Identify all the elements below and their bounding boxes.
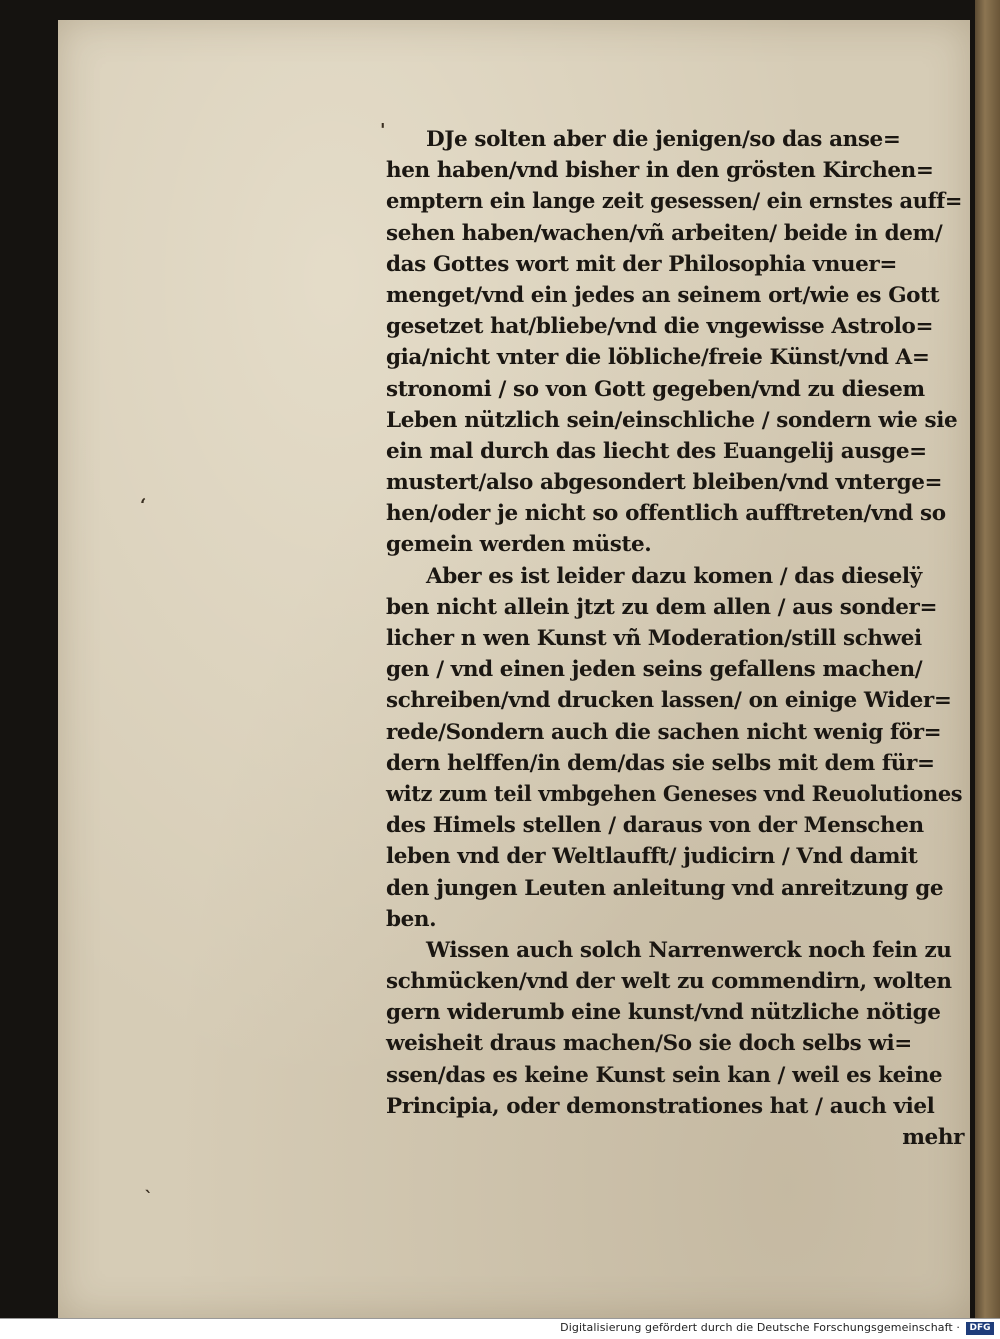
text-line: schmücken/vnd der welt zu commendirn, wolten (386, 969, 952, 995)
text-line: witz zum teil vmbgehen Geneses vnd Reuolutiones (386, 781, 963, 807)
footer-bar (0, 1318, 1000, 1339)
text-line: gia/nicht vnter die löbliche/freie Künst/vnd A= (386, 345, 930, 371)
text-line: Leben nützlich sein/einschliche / sondern wie sie (386, 407, 958, 433)
dfg-logo: DFG (966, 1322, 994, 1335)
ink-mark: ʻ (140, 495, 147, 516)
text-line: ssen/das es keine Kunst sein kan / weil es keine (386, 1062, 943, 1088)
text-line: das Gottes wort mit der Philosophia vnuer= (386, 251, 897, 277)
text-line: dern helffen/in dem/das sie selbs mit dem für= (386, 750, 935, 776)
text-line: Wissen auch solch Narrenwerck noch fein zu (426, 937, 952, 963)
text-line: gesetzet hat/bliebe/vnd die vngewisse Astrolo= (386, 314, 934, 340)
text-line: rede/Sondern auch die sachen nicht wenig för= (386, 719, 942, 745)
text-line: gen / vnd einen jeden seins gefallens machen/ (386, 657, 923, 683)
text-line: menget/vnd ein jedes an seinem ort/wie es Gott (386, 282, 940, 308)
funding-credit: Digitalisierung gefördert durch die Deutsche Forschungsgemeinschaft · (560, 1321, 960, 1334)
text-line: ben. (386, 906, 437, 932)
text-line: stronomi / so von Gott gegeben/vnd zu diesem (386, 376, 925, 402)
page-text (386, 124, 966, 1153)
text-line: gemein werden müste. (386, 532, 652, 558)
text-line: Principia, oder demonstrationes hat / auch viel (386, 1093, 935, 1119)
text-line: leben vnd der Weltlaufft/ judicirn / Vnd damit (386, 844, 918, 870)
text-line: weisheit draus machen/So sie doch selbs wi= (386, 1031, 912, 1057)
text-line: ben nicht allein jtzt zu dem allen / aus sonder= (386, 594, 938, 620)
text-line: emptern ein lange zeit gesessen/ ein ernstes auff= (386, 189, 963, 215)
text-line: schreiben/vnd drucken lassen/ on einige Wider= (386, 688, 952, 714)
text-line: ein mal durch das liecht des Euangelij ausge= (386, 438, 927, 464)
text-line: den jungen Leuten anleitung vnd anreitzung ge (386, 875, 944, 901)
text-line: sehen haben/wachen/vñ arbeiten/ beide in dem/ (386, 220, 943, 246)
text-line: licher n wen Kunst vñ Moderation/still schwei (386, 626, 922, 651)
text-line: des Himels stellen / daraus von der Menschen (386, 813, 924, 839)
text-line: hen/oder je nicht so offentlich aufftreten/vnd so (386, 501, 946, 527)
text-line: hen haben/vnd bisher in den grösten Kirchen= (386, 158, 934, 184)
ink-mark: ' (380, 120, 386, 141)
ink-mark: ˋ (144, 1188, 153, 1209)
text-line: Aber es ist leider dazu komen / das dieselÿ (426, 563, 922, 589)
text-line: gern widerumb eine kunst/vnd nützliche nötige (386, 1000, 941, 1026)
book-edge (975, 0, 1000, 1318)
catchword: mehr (902, 1125, 964, 1150)
text-line: mustert/also abgesondert bleiben/vnd vnterge= (386, 470, 943, 496)
text-line: DJe solten aber die jenigen/so das anse= (426, 127, 901, 152)
